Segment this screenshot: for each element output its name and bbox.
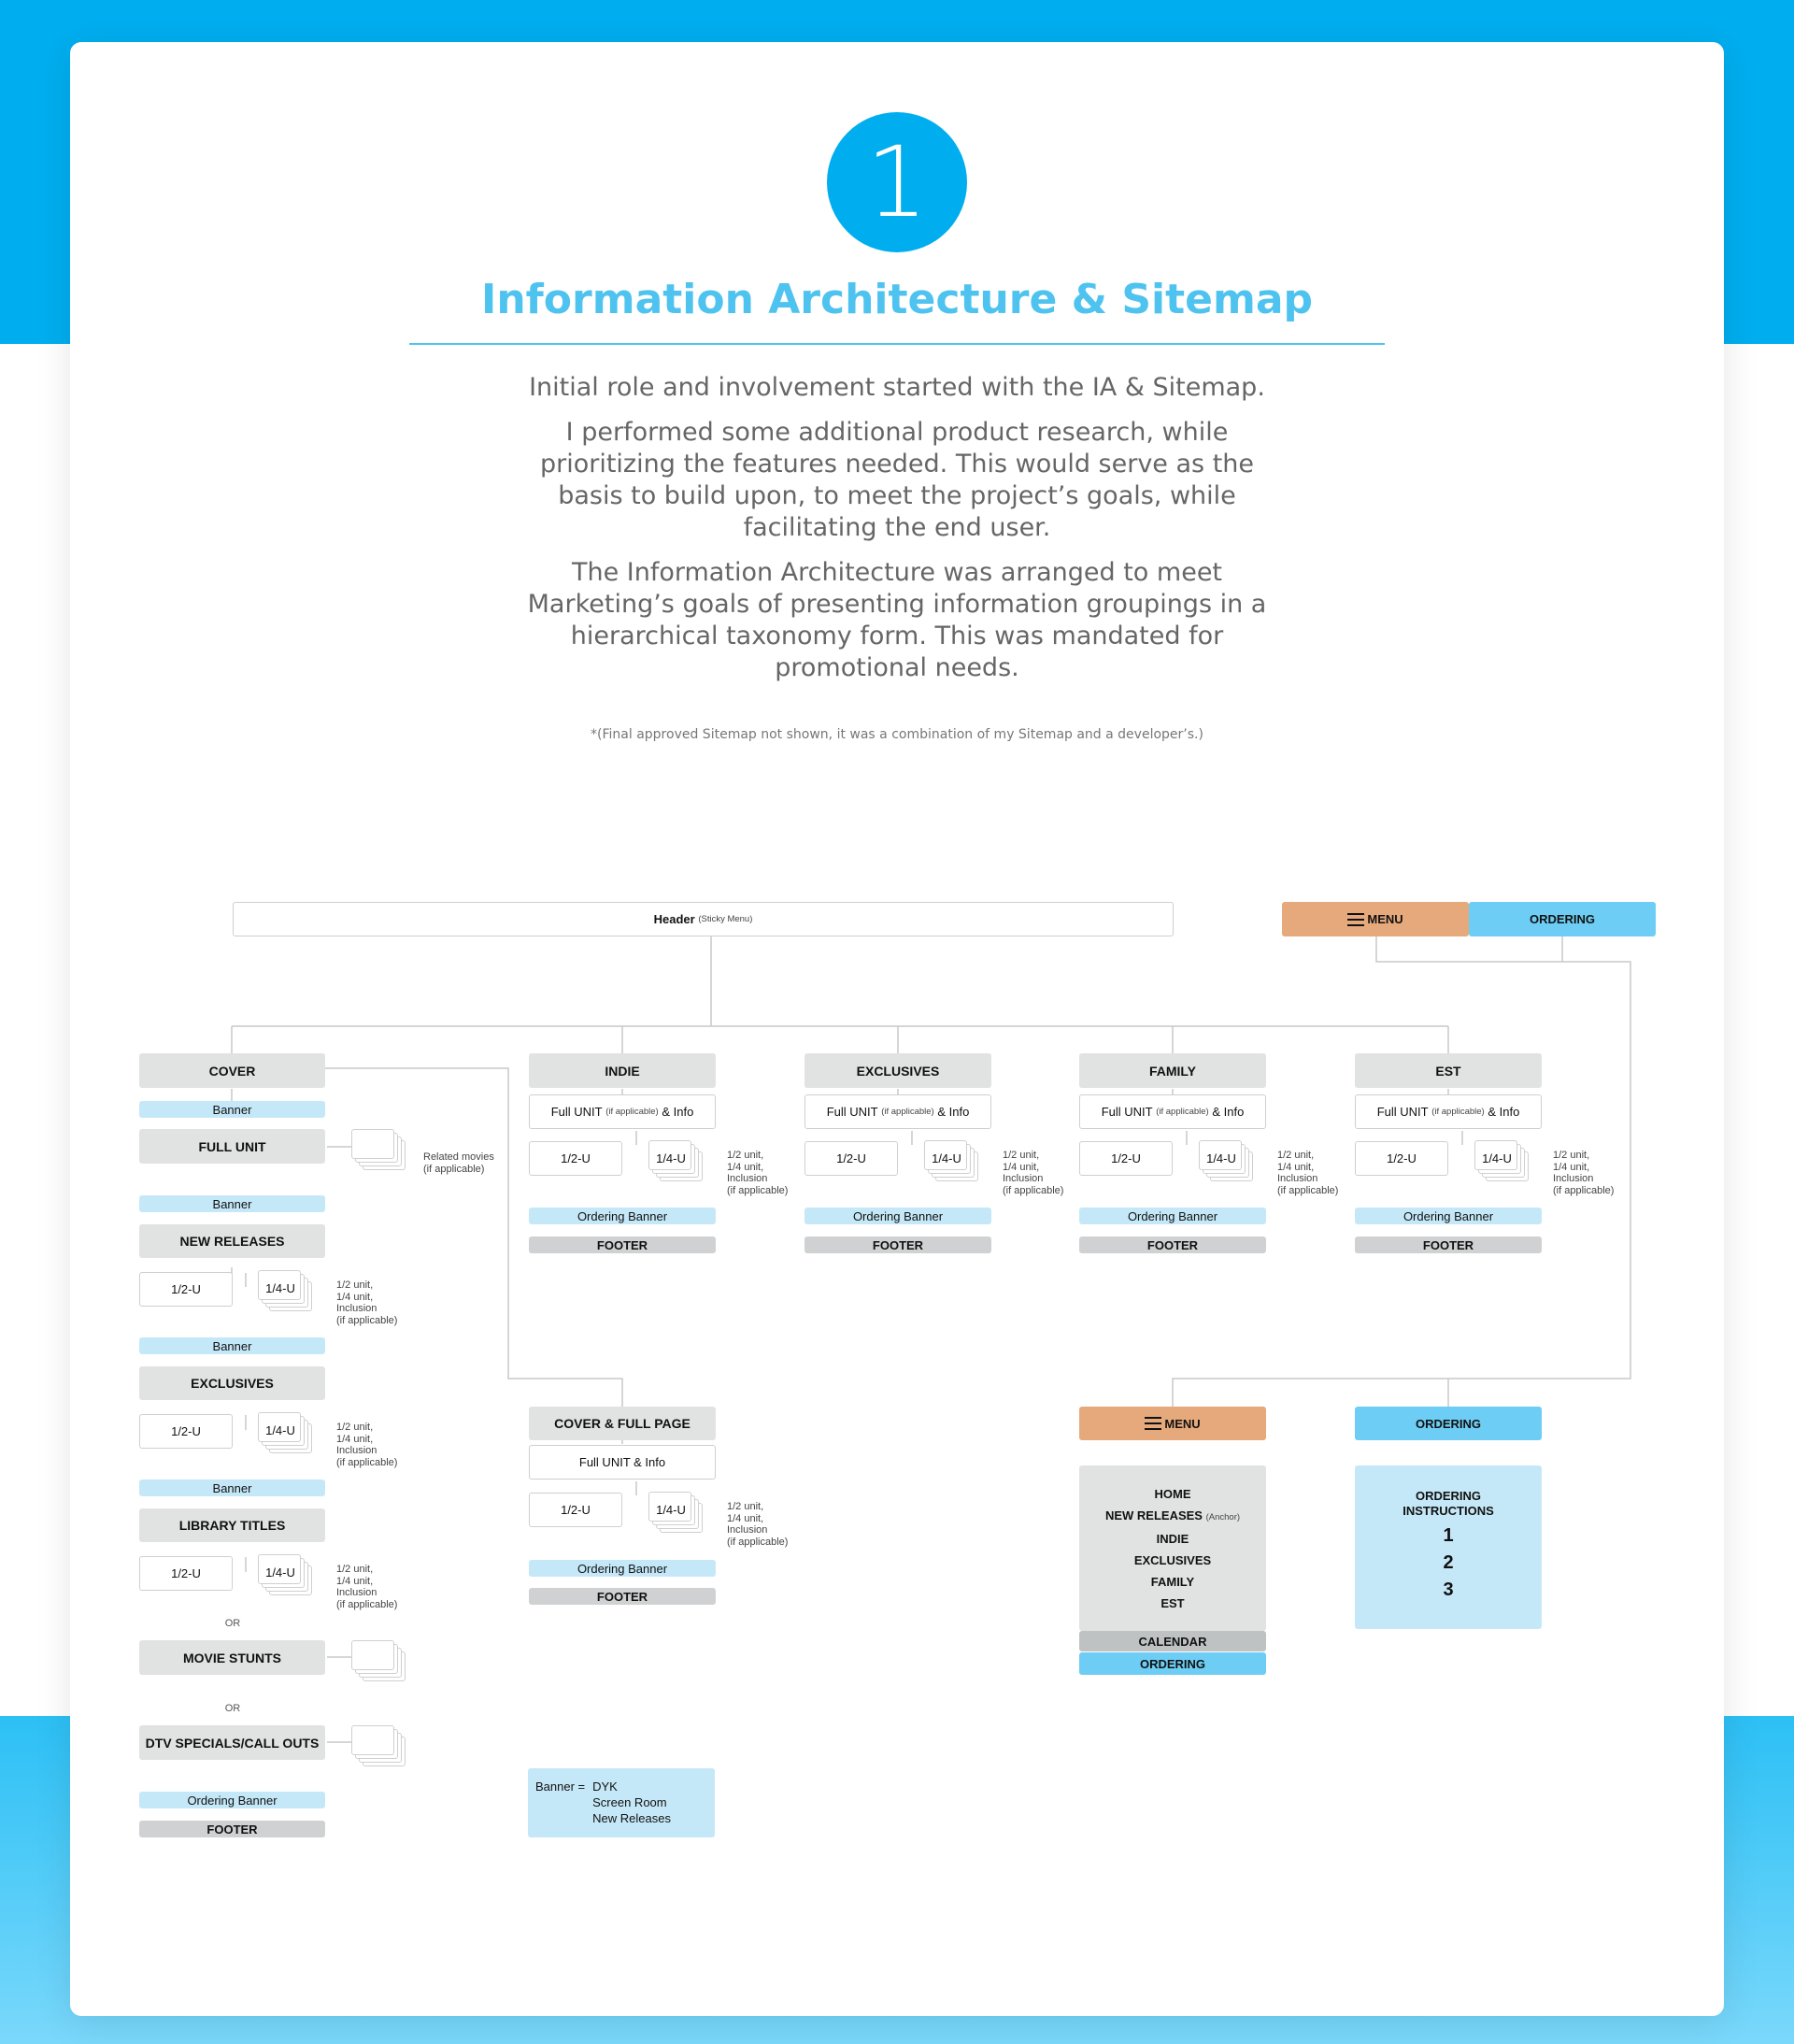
ordering-step: 3 [1443, 1579, 1454, 1600]
banner-legend-item: DYK [592, 1780, 618, 1794]
full-unit-info-node: Full UNIT (if applicable) & Info [1355, 1094, 1542, 1129]
or-label: OR [224, 1618, 241, 1629]
banner-node: Banner [139, 1479, 325, 1496]
menu-item-new-releases: NEW RELEASES (Anchor) [1104, 1508, 1241, 1522]
quarter-unit-label: 1/4-U [1482, 1151, 1512, 1165]
quarter-unit-label: 1/4-U [932, 1151, 961, 1165]
full-unit-info-node: Full UNIT & Info [529, 1445, 716, 1479]
full-unit-info-node: Full UNIT (if applicable) & Info [804, 1094, 991, 1129]
unit-note: 1/2 unit, 1/4 unit, Inclusion (if applicable) [1277, 1150, 1339, 1196]
footer-node: FOOTER [529, 1588, 716, 1605]
unit-note: 1/2 unit, 1/4 unit, Inclusion (if applicable) [336, 1422, 398, 1468]
unit-note: 1/2 unit, 1/4 unit, Inclusion (if applicable) [336, 1279, 398, 1326]
half-unit-node: 1/2-U [139, 1414, 233, 1449]
header-note: (Sticky Menu) [698, 914, 753, 924]
ordering-detail-header: ORDERING [1355, 1407, 1542, 1440]
ordering-step: 2 [1443, 1552, 1454, 1573]
related-movies-stack [351, 1129, 398, 1165]
banner-node: Banner [139, 1195, 325, 1212]
half-unit-node: 1/2-U [139, 1272, 233, 1307]
ordering-banner-node: Ordering Banner [529, 1208, 716, 1224]
ordering-label: ORDERING [1529, 912, 1596, 926]
quarter-unit-label: 1/4-U [265, 1280, 295, 1295]
footer-node: FOOTER [804, 1236, 991, 1253]
full-unit-info-node: Full UNIT (if applicable) & Info [529, 1094, 716, 1129]
unit-note: 1/2 unit, 1/4 unit, Inclusion (if applicable) [1553, 1150, 1615, 1196]
ordering-box [1469, 902, 1656, 936]
exclusives-node: EXCLUSIVES [139, 1366, 325, 1400]
calendar-node: CALENDAR [1079, 1631, 1266, 1651]
menu-item-family: FAMILY [1150, 1574, 1195, 1589]
hamburger-icon [1145, 1417, 1161, 1430]
half-unit-node: 1/2-U [529, 1141, 622, 1176]
footer-node: FOOTER [139, 1821, 325, 1837]
menu-item-home: HOME [1154, 1486, 1191, 1501]
or-label: OR [224, 1703, 241, 1714]
footnote: *(Final approved Sitemap not shown, it was a combination of my Sitemap and a developer’s.) [591, 727, 1203, 742]
menu-detail-header [1079, 1407, 1266, 1440]
dtv-specials-node: DTV SPECIALS/CALL OUTS [139, 1725, 325, 1760]
ordering-banner-node: Ordering Banner [1079, 1208, 1266, 1224]
ordering-step: 1 [1443, 1525, 1454, 1546]
half-unit-node: 1/2-U [1079, 1141, 1173, 1176]
related-movies-note: Related movies (if applicable) [423, 1151, 494, 1175]
banner-node: Banner [139, 1101, 325, 1118]
menu-label: MENU [1164, 1416, 1201, 1431]
footer-node: FOOTER [1079, 1236, 1266, 1253]
exclusives-section-node: EXCLUSIVES [804, 1053, 991, 1088]
menu-label: MENU [1367, 912, 1403, 926]
banner-node: Banner [139, 1337, 325, 1354]
movie-stunts-node: MOVIE STUNTS [139, 1640, 325, 1675]
banner-legend [528, 1768, 715, 1837]
ordering-menu-node: ORDERING [1079, 1652, 1266, 1675]
full-unit-info-node: Full UNIT (if applicable) & Info [1079, 1094, 1266, 1129]
header-box [233, 902, 1174, 936]
intro-paragraph-2: I performed some additional product research, while prioritizing the features needed. This would serve as the basis to build upon, to meet the project’s goals, while facilitating the end user. [539, 418, 1254, 542]
ordering-instructions-title: ORDERING INSTRUCTIONS [1402, 1489, 1494, 1518]
unit-note: 1/2 unit, 1/4 unit, Inclusion (if applicable) [1003, 1150, 1064, 1196]
quarter-unit-label: 1/4-U [265, 1422, 295, 1437]
new-releases-node: NEW RELEASES [139, 1224, 325, 1258]
hamburger-icon [1347, 913, 1364, 926]
step-number-badge: 1 [827, 112, 967, 252]
menu-item-est: EST [1160, 1595, 1185, 1610]
footer-node: FOOTER [529, 1236, 716, 1253]
quarter-unit-label: 1/4-U [265, 1565, 295, 1579]
menu-item-indie: INDIE [1156, 1531, 1189, 1546]
cover-full-page-node: COVER & FULL PAGE [529, 1407, 716, 1440]
ordering-instructions-panel [1355, 1465, 1542, 1629]
cover-node: COVER [139, 1053, 325, 1088]
ordering-banner-node: Ordering Banner [139, 1792, 325, 1808]
header-label: Header [653, 912, 695, 926]
footer-node: FOOTER [1355, 1236, 1542, 1253]
ordering-banner-node: Ordering Banner [804, 1208, 991, 1224]
half-unit-node: 1/2-U [139, 1556, 233, 1591]
half-unit-node: 1/2-U [804, 1141, 898, 1176]
half-unit-node: 1/2-U [529, 1493, 622, 1527]
intro-paragraph-3: The Information Architecture was arranged to meet Marketing’s goals of presenting information groupings in a hierarchical taxonomy form. This was mandated for promotional needs. [527, 558, 1267, 682]
full-unit-node: FULL UNIT [139, 1129, 325, 1164]
menu-box [1282, 902, 1469, 936]
banner-legend-item: New Releases [592, 1811, 671, 1825]
menu-item-exclusives: EXCLUSIVES [1133, 1552, 1212, 1567]
banner-legend-label: Banner = [535, 1780, 586, 1794]
family-node: FAMILY [1079, 1053, 1266, 1088]
indie-node: INDIE [529, 1053, 716, 1088]
unit-note: 1/2 unit, 1/4 unit, Inclusion (if applicable) [727, 1150, 789, 1196]
menu-items-list [1079, 1465, 1266, 1631]
quarter-unit-label: 1/4-U [656, 1151, 686, 1165]
quarter-unit-label: 1/4-U [656, 1502, 686, 1517]
library-titles-node: LIBRARY TITLES [139, 1508, 325, 1542]
intro-paragraph-1: Initial role and involvement started with the IA & Sitemap. [529, 373, 1265, 402]
unit-note: 1/2 unit, 1/4 unit, Inclusion (if applicable) [336, 1564, 398, 1610]
page-title: Information Architecture & Sitemap [480, 276, 1314, 323]
ordering-banner-node: Ordering Banner [529, 1560, 716, 1577]
dtv-specials-stack [351, 1725, 398, 1761]
half-unit-node: 1/2-U [1355, 1141, 1448, 1176]
est-node: EST [1355, 1053, 1542, 1088]
unit-note: 1/2 unit, 1/4 unit, Inclusion (if applicable) [727, 1501, 789, 1548]
banner-legend-item: Screen Room [592, 1795, 667, 1809]
ordering-banner-node: Ordering Banner [1355, 1208, 1542, 1224]
movie-stunts-stack [351, 1640, 398, 1676]
quarter-unit-label: 1/4-U [1206, 1151, 1236, 1165]
